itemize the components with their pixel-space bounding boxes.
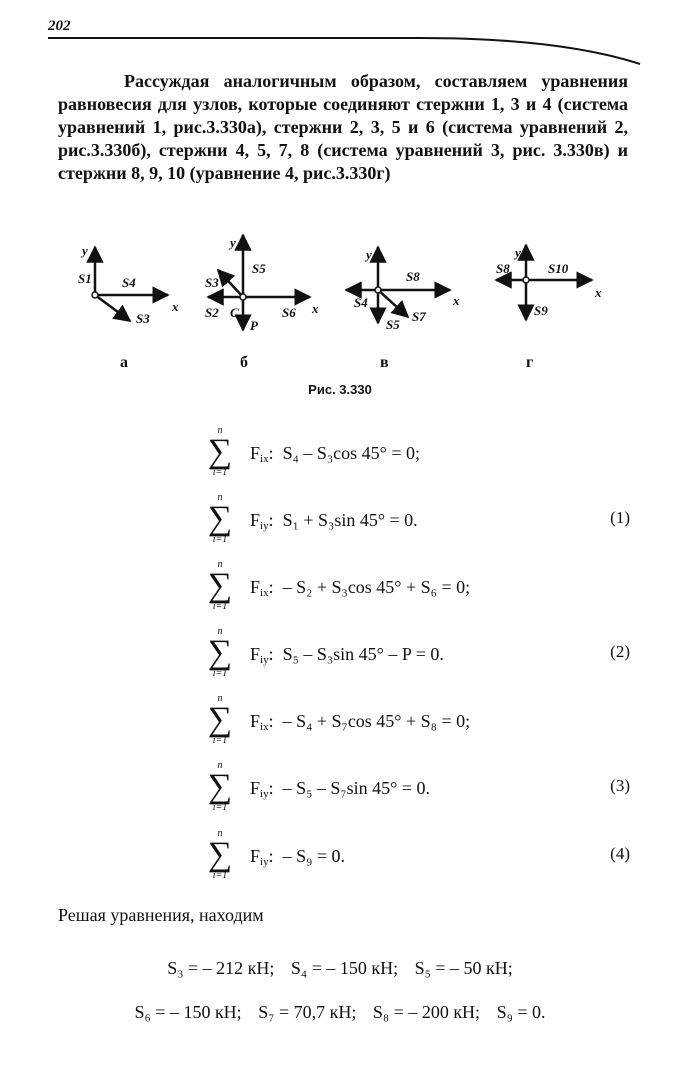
sum-upper-limit: n xyxy=(217,693,223,704)
sum-symbol xyxy=(200,425,240,479)
panel-label: г xyxy=(526,354,534,371)
projection-label: $F_{ix}$: xyxy=(250,711,283,733)
equation-number: (3) xyxy=(610,776,630,795)
body-paragraph xyxy=(58,70,628,185)
result-value: S₇ = 70,7 кН; xyxy=(258,1002,357,1022)
axis-x-label: x xyxy=(595,285,602,300)
projection-label: $F_{iy}$: xyxy=(250,778,283,800)
equation-text xyxy=(250,711,470,733)
sigma-glyph: ∑ xyxy=(207,567,233,604)
equation-number: (2) xyxy=(610,642,630,661)
projection-subscript: iy xyxy=(260,856,269,868)
sigma-glyph: ∑ xyxy=(207,701,233,738)
equation-body: – S₄ + S₇cos 45° + S₈ = 0; xyxy=(282,711,471,731)
force-label: S4 xyxy=(122,275,136,290)
equation-body: S₁ + S₃sin 45° = 0. xyxy=(282,510,418,530)
equation-text xyxy=(250,577,470,599)
sum-lower-limit: i=1 xyxy=(212,668,228,679)
equation-body: – S₂ + S₃cos 45° + S₆ = 0; xyxy=(282,577,471,597)
results-line-2 xyxy=(0,1002,680,1023)
axis-y-label: y xyxy=(82,243,88,258)
sum-upper-limit: n xyxy=(217,626,223,637)
header-rule xyxy=(0,0,680,70)
sum-upper-limit: n xyxy=(217,425,223,436)
equation-text xyxy=(250,644,444,666)
equation-row xyxy=(200,626,630,690)
projection-subscript: iy xyxy=(260,788,269,800)
force-diagrams xyxy=(60,225,620,375)
panel-label: б xyxy=(240,354,248,371)
sum-upper-limit: n xyxy=(217,559,223,570)
sigma-glyph: ∑ xyxy=(207,768,233,805)
equation-body: S₅ – S₃sin 45° – P = 0. xyxy=(282,644,444,664)
axis-y-label: y xyxy=(515,245,521,260)
diagram-g xyxy=(496,245,602,320)
equation-text xyxy=(250,846,345,868)
sum-symbol xyxy=(200,626,240,680)
force-label: S1 xyxy=(78,271,92,286)
paragraph-text: Рассуждая аналогичным образом, составляем уравнения равновесия для узлов, которые соединяют стержни 1, 3 и 4 (система уравнений 1, рис.3.330а), стержни 2, 3, 5 и 6 (система уравнений 2, рис.3.330б), стержни 4, 5, 7, 8 (система уравнений 3, рис. 3.330в) и стержни 8, 9, 10 (уравнение 4, рис.3.330г) xyxy=(58,71,628,183)
sigma-glyph: ∑ xyxy=(207,433,233,470)
sum-upper-limit: n xyxy=(217,828,223,839)
force-label: S7 xyxy=(412,309,426,324)
sum-lower-limit: i=1 xyxy=(212,735,228,746)
force-label: S10 xyxy=(548,261,569,276)
sum-lower-limit: i=1 xyxy=(212,467,228,478)
projection-subscript: ix xyxy=(260,453,269,465)
panel-label: а xyxy=(120,354,128,371)
sum-upper-limit: n xyxy=(217,492,223,503)
equation-body: – S₉ = 0. xyxy=(282,846,346,866)
panel-label: в xyxy=(380,354,389,371)
sum-lower-limit: i=1 xyxy=(212,601,228,612)
force-label: P xyxy=(250,318,258,333)
equation-row xyxy=(200,693,630,757)
equation-row xyxy=(200,492,630,556)
result-value: S₄ = – 150 кН; xyxy=(290,958,399,978)
force-label: S5 xyxy=(252,261,266,276)
projection-subscript: iy xyxy=(260,520,269,532)
projection-label: $F_{iy}$: xyxy=(250,510,283,532)
equation-text xyxy=(250,443,420,465)
diagram-a xyxy=(78,243,179,326)
equation-row xyxy=(200,559,630,623)
sigma-glyph: ∑ xyxy=(207,500,233,537)
force-label: S8 xyxy=(496,261,510,276)
equation-number: (1) xyxy=(610,508,630,527)
sum-lower-limit: i=1 xyxy=(212,802,228,813)
sum-symbol xyxy=(200,693,240,747)
projection-label: $F_{iy}$: xyxy=(250,846,283,868)
result-value: S₃ = – 212 кН; xyxy=(167,958,275,978)
equation-row xyxy=(200,828,630,892)
solving-text: Решая уравнения, находим xyxy=(58,905,264,925)
sigma-glyph: ∑ xyxy=(207,836,233,873)
diagram-v xyxy=(346,247,460,332)
equation-text xyxy=(250,510,418,532)
force-label: S9 xyxy=(534,303,548,318)
sum-upper-limit: n xyxy=(217,760,223,771)
force-label: S2 xyxy=(205,305,219,320)
diagram-b xyxy=(205,235,319,333)
equation-body: – S₅ – S₇sin 45° = 0. xyxy=(282,778,431,798)
force-label: S4 xyxy=(354,295,368,310)
result-value: S₉ = 0. xyxy=(496,1002,546,1022)
projection-subscript: ix xyxy=(260,587,269,599)
sum-symbol xyxy=(200,760,240,814)
equation-body: S₄ – S₃cos 45° = 0; xyxy=(282,443,421,463)
force-label: S3 xyxy=(205,275,219,290)
page-number: 202 xyxy=(48,18,71,34)
projection-label: $F_{ix}$: xyxy=(250,443,283,465)
projection-subscript: ix xyxy=(260,721,269,733)
sum-lower-limit: i=1 xyxy=(212,534,228,545)
projection-label: $F_{ix}$: xyxy=(250,577,283,599)
projection-subscript: iy xyxy=(260,654,269,666)
sum-lower-limit: i=1 xyxy=(212,870,228,881)
axis-y-label: y xyxy=(366,247,372,262)
axis-x-label: x xyxy=(172,299,179,314)
joint-label: C xyxy=(230,305,239,320)
result-value: S₆ = – 150 кН; xyxy=(134,1002,242,1022)
axis-x-label: x xyxy=(312,301,319,316)
sum-symbol xyxy=(200,559,240,613)
sigma-glyph: ∑ xyxy=(207,634,233,671)
results-line-1 xyxy=(0,958,680,979)
result-value: S₅ = – 50 кН; xyxy=(414,958,513,978)
equation-number: (4) xyxy=(610,844,630,863)
axis-x-label: x xyxy=(453,293,460,308)
sum-symbol xyxy=(200,828,240,882)
axis-y-label: y xyxy=(230,235,236,250)
force-label: S5 xyxy=(386,317,400,332)
equation-row xyxy=(200,425,630,489)
force-label: S6 xyxy=(282,305,296,320)
result-value: S₈ = – 200 кН; xyxy=(372,1002,481,1022)
force-label: S3 xyxy=(136,311,150,326)
sum-symbol xyxy=(200,492,240,546)
projection-label: $F_{iy}$: xyxy=(250,644,283,666)
force-label: S8 xyxy=(406,269,420,284)
equation-text xyxy=(250,778,430,800)
equation-row xyxy=(200,760,630,824)
figure-caption: Рис. 3.330 xyxy=(308,382,372,397)
